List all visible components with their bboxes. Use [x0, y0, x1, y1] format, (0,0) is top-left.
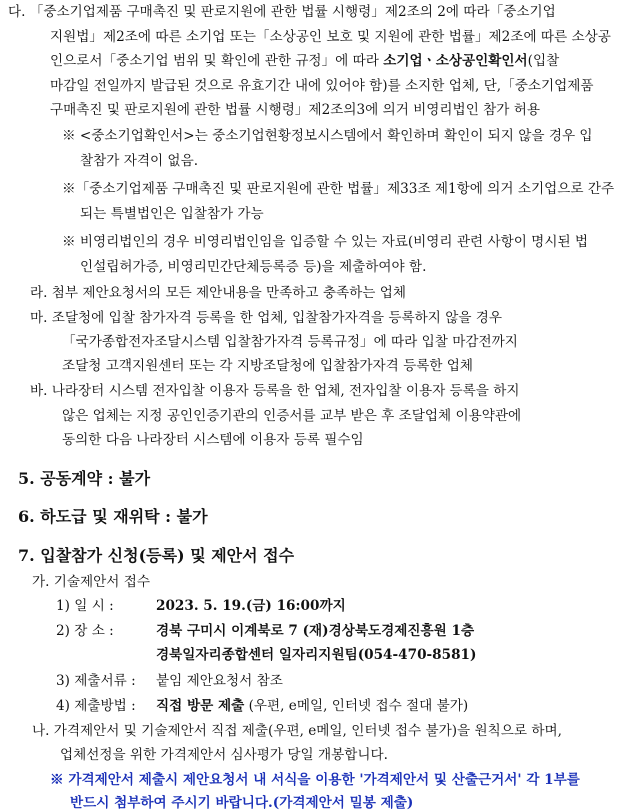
item-ba-line-3: 동의한 다음 나라장터 시스템에 이용자 등록 필수임: [62, 432, 364, 448]
section-da-line-3: [50, 55, 559, 69]
item-ma-line-1: 마. 조달청에 입찰 참가자격 등록을 한 업체, 입찰참가자격을 등록하지 않을 경우: [30, 310, 503, 326]
section-da-line-1: 다. 「중소기업제품 구매촉진 및 판로지원에 관한 법률 시행령」제2조의 2에 따라「중소기업: [8, 4, 556, 20]
item-ma-line-2: 「국가종합전자조달시스템 입찰참가자격 등록규정」에 따라 입찰 마감전까지: [62, 334, 518, 350]
section-da-line-3-tail: (입찰: [527, 53, 560, 69]
ga-place-value-1: 경북 구미시 이계북로 7 (재)경상북도경제진흥원 1층: [156, 623, 475, 639]
final-note-line-2: 반드시 첨부하여 주시기 바랍니다.(가격제안서 밀봉 제출): [70, 795, 414, 811]
note-2-line-2: 되는 특별법인은 입찰참가 가능: [80, 206, 264, 222]
ga-place-label: 2) 장 소 :: [56, 623, 114, 639]
item-ra: 라. 첨부 제안요청서의 모든 제안내용을 만족하고 충족하는 업체: [30, 285, 406, 301]
ga-method-tail: (우편, e메일, 인터넷 접수 절대 불가): [248, 698, 469, 714]
note-2-line-1: ※「중소기업제품 구매촉진 및 판로지원에 관한 법률」제33조 제1항에 의거 소기업으로 간주: [62, 181, 615, 197]
ga-method-bold: 직접 방문 제출: [156, 698, 245, 714]
final-note-line-1: ※ 가격제안서 제출시 제안요청서 내 서식을 이용한 '가격제안서 및 산출근거서' 각 1부를: [50, 772, 580, 788]
section-da-line-5: 구매촉진 및 판로지원에 관한 법률 시행령」제2조의3에 의거 비영리법인 참가 허용: [50, 102, 540, 118]
small-business-certificate-text: 소기업ㆍ소상공인확인서: [383, 53, 528, 69]
item-na-line-1: 나. 가격제안서 및 기술제안서 직접 제출(우편, e메일, 인터넷 접수 불가)을 원칙으로 하며,: [32, 723, 562, 739]
item-ba-line-2: 않은 업체는 지정 공인인증기관의 인증서를 교부 받은 후 조달업체 이용약관에: [62, 408, 522, 424]
heading-5-joint-contract: 5. 공동계약 : 불가: [18, 469, 151, 488]
note-3-line-1: ※ 비영리법인의 경우 비영리법인임을 입증할 수 있는 자료(비영리 관련 사항이 명시된 법: [62, 234, 589, 250]
item-na-line-2: 업체선정을 위한 가격제안서 심사평가 당일 개봉합니다.: [60, 747, 388, 763]
ga-place-value-2: 경북일자리종합센터 일자리지원팀(054-470-8581): [156, 647, 477, 663]
ga-date-value: 2023. 5. 19.(금) 16:00까지: [156, 598, 346, 614]
ga-docs-value: 붙임 제안요청서 참조: [156, 673, 283, 689]
note-3-line-2: 인설립허가증, 비영리민간단체등록증 등)을 제출하여야 함.: [80, 259, 427, 275]
item-ga: 가. 기술제안서 접수: [32, 574, 151, 590]
section-da-line-4: 마감일 전일까지 발급된 것으로 유효기간 내에 있어야 함)를 소지한 업체, 단,「중소기업제품: [50, 78, 594, 94]
ga-date-label: 1) 일 시 :: [56, 598, 114, 614]
heading-6-subcontract: 6. 하도급 및 재위탁 : 불가: [18, 507, 208, 526]
heading-7-registration: 7. 입찰참가 신청(등록) 및 제안서 접수: [18, 546, 295, 565]
ga-docs-label: 3) 제출서류 :: [56, 673, 136, 689]
ga-method-label: 4) 제출방법 :: [56, 698, 136, 714]
note-1-line-1: ※ <중소기업확인서>는 중소기업현황정보시스템에서 확인하며 확인이 되지 않을 경우 입: [62, 128, 593, 144]
section-da-line-2: 지원법」제2조에 따른 소기업 또는「소상공인 보호 및 지원에 관한 법률」제2조에 따른 소상공: [50, 29, 611, 45]
ga-method-value: [156, 700, 468, 714]
section-da-line-3-text: 인으로서「중소기업 범위 및 확인에 관한 규정」에 따라: [50, 53, 379, 69]
item-ba-line-1: 바. 나라장터 시스템 전자입찰 이용자 등록을 한 업체, 전자입찰 이용자 등록을 하지: [30, 383, 520, 399]
note-1-line-2: 찰참가 자격이 없음.: [80, 153, 199, 169]
item-ma-line-3: 조달청 고객지원센터 또는 각 지방조달청에 입찰참가자격 등록한 업체: [62, 358, 474, 374]
